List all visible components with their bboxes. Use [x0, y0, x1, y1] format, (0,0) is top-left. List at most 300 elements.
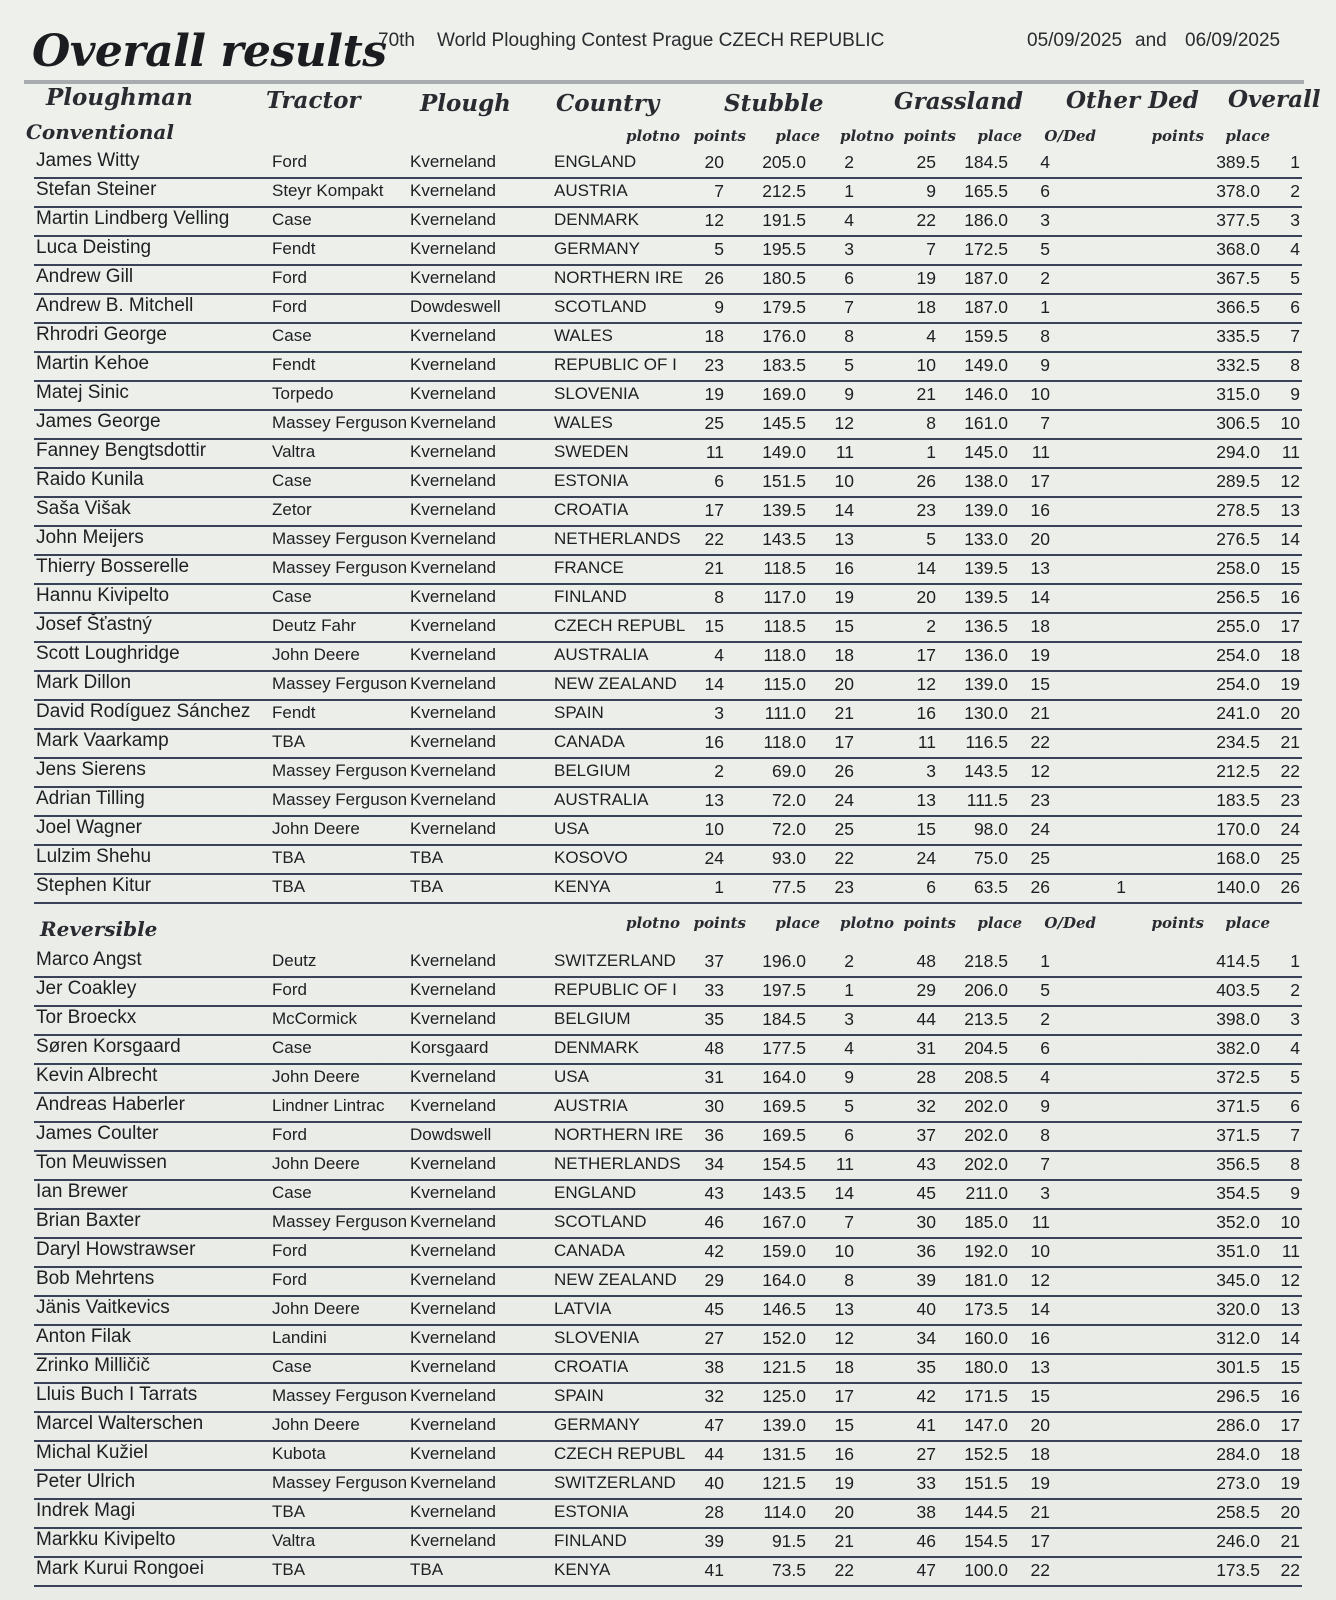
stubble-plotno: 34	[704, 1154, 724, 1174]
overall-place: 8	[1290, 355, 1300, 375]
stubble-place: 8	[844, 1270, 854, 1290]
ploughman-name: Joel Wagner	[36, 817, 142, 838]
plough: Kverneland	[410, 587, 497, 606]
country: AUSTRIA	[554, 181, 628, 200]
stubble-place: 14	[834, 1183, 854, 1203]
overall-place: 6	[1290, 1096, 1300, 1116]
table-row	[34, 1121, 1302, 1152]
ploughman-name: Andrew Gill	[36, 266, 134, 287]
grassland-points: 136.5	[964, 616, 1008, 636]
grassland-points: 151.5	[964, 1473, 1008, 1493]
overall-place: 19	[1280, 674, 1300, 694]
grassland-points: 116.5	[965, 732, 1008, 752]
tractor: Case	[272, 471, 312, 490]
stubble-plotno-label: plotno	[625, 127, 680, 145]
table-row	[34, 293, 1302, 324]
stubble-points: 118.5	[763, 558, 806, 578]
tractor: Ford	[272, 152, 307, 171]
tractor: Case	[272, 1183, 312, 1202]
stubble-place-label: place	[775, 914, 820, 932]
ploughman-name: Ton Meuwissen	[36, 1152, 167, 1173]
grassland-points: 154.5	[964, 1531, 1008, 1551]
grassland-plotno: 29	[916, 980, 936, 1000]
overall-points: 312.0	[1216, 1328, 1260, 1348]
grassland-points-label: points	[903, 127, 956, 145]
grassland-place: 15	[1030, 1386, 1050, 1406]
grassland-points: 139.0	[964, 500, 1008, 520]
plough: Kverneland	[410, 1212, 497, 1231]
grassland-place: 11	[1031, 442, 1050, 462]
tractor: Steyr Kompakt	[272, 181, 384, 200]
ploughman-name: Matej Sinic	[36, 382, 129, 403]
stubble-plotno-label: plotno	[625, 914, 680, 932]
stubble-plotno: 4	[714, 645, 724, 665]
stubble-points: 121.5	[762, 1357, 806, 1377]
col-header-grassland: Grassland	[894, 88, 1024, 115]
plough: Kverneland	[410, 616, 497, 635]
overall-points: 212.5	[1216, 761, 1260, 781]
stubble-place: 7	[844, 1212, 854, 1232]
overall-points: 258.0	[1216, 558, 1260, 578]
overall-place: 1	[1290, 951, 1300, 971]
stubble-plotno: 20	[704, 152, 724, 172]
table-row	[34, 1034, 1302, 1065]
grassland-points: 139.0	[964, 674, 1008, 694]
overall-place: 5	[1290, 268, 1300, 288]
country: CROATIA	[554, 500, 629, 519]
grassland-place: 12	[1030, 1270, 1050, 1290]
overall-place: 17	[1280, 1415, 1300, 1435]
country: FINLAND	[554, 587, 627, 606]
overall-points: 286.0	[1216, 1415, 1260, 1435]
stubble-points: 149.0	[762, 442, 806, 462]
tractor: Valtra	[272, 1531, 316, 1550]
grassland-place: 12	[1030, 761, 1050, 781]
country: CROATIA	[554, 1357, 629, 1376]
tractor: TBA	[272, 1560, 306, 1579]
overall-place: 20	[1280, 1502, 1300, 1522]
tractor: Massey Ferguson	[272, 790, 408, 809]
country: NORTHERN IRE	[554, 1125, 684, 1144]
ploughman-name: Lluis Buch I Tarrats	[36, 1384, 198, 1405]
table-row	[34, 1469, 1302, 1500]
overall-points: 414.5	[1216, 951, 1260, 971]
table-row	[34, 525, 1302, 556]
overall-points: 356.5	[1216, 1154, 1260, 1174]
country: SCOTLAND	[554, 297, 647, 316]
country: SWITZERLAND	[554, 951, 676, 970]
stubble-plotno: 44	[704, 1444, 724, 1464]
tractor: Case	[272, 326, 312, 345]
grassland-points: 152.5	[964, 1444, 1008, 1464]
overall-place-label: place	[1225, 914, 1270, 932]
stubble-points: 72.0	[771, 819, 806, 839]
grassland-place: 20	[1030, 1415, 1050, 1435]
tractor: Zetor	[272, 500, 312, 519]
overall-place: 3	[1290, 1009, 1300, 1029]
stubble-place: 19	[834, 587, 854, 607]
grassland-place: 4	[1040, 1067, 1050, 1087]
ploughman-name: John Meijers	[36, 527, 144, 548]
country: SCOTLAND	[554, 1212, 647, 1231]
ploughman-name: Saša Višak	[36, 498, 131, 519]
stubble-place: 9	[844, 1067, 854, 1087]
plough: Kverneland	[410, 442, 497, 461]
overall-place: 23	[1280, 790, 1300, 810]
country: LATVIA	[554, 1299, 612, 1318]
tractor: TBA	[272, 877, 306, 896]
country: BELGIUM	[554, 1009, 631, 1028]
overall-points: 255.0	[1216, 616, 1260, 636]
tractor: Massey Ferguson	[272, 413, 408, 432]
ploughman-name: Andreas Haberler	[36, 1094, 185, 1115]
table-row	[34, 235, 1302, 266]
stubble-place: 20	[834, 1502, 854, 1522]
overall-place: 8	[1290, 1154, 1300, 1174]
plough: Kverneland	[410, 152, 497, 171]
grassland-plotno: 40	[916, 1299, 936, 1319]
tractor: Torpedo	[272, 384, 334, 403]
stubble-place: 16	[834, 1444, 854, 1464]
overall-place: 1	[1290, 152, 1300, 172]
grassland-plotno: 13	[916, 790, 936, 810]
table-row	[34, 1266, 1302, 1297]
overall-points: 278.5	[1216, 500, 1260, 520]
stubble-place: 13	[834, 529, 854, 549]
grassland-points: 139.5	[964, 558, 1008, 578]
stubble-place: 12	[834, 413, 854, 433]
plough: Kverneland	[410, 1067, 497, 1086]
table-row	[34, 1382, 1302, 1413]
grassland-points: 138.0	[964, 471, 1008, 491]
table-row	[34, 206, 1302, 237]
grassland-place: 10	[1030, 1241, 1050, 1261]
stubble-place: 18	[834, 1357, 854, 1377]
title-divider	[24, 80, 1304, 84]
stubble-plotno: 8	[714, 587, 724, 607]
country: USA	[554, 1067, 589, 1086]
overall-points: 389.5	[1216, 152, 1260, 172]
plough: TBA	[410, 848, 444, 867]
grassland-points: 160.0	[964, 1328, 1008, 1348]
stubble-place: 5	[844, 355, 854, 375]
stubble-points: 176.0	[762, 326, 806, 346]
overall-place: 3	[1290, 210, 1300, 230]
grassland-points: 218.5	[964, 951, 1008, 971]
tractor: Massey Ferguson	[272, 558, 408, 577]
grassland-plotno: 3	[926, 761, 936, 781]
tractor: Massey Ferguson	[272, 1386, 408, 1405]
grassland-points-label: points	[903, 914, 956, 932]
overall-points: 301.5	[1216, 1357, 1260, 1377]
tractor: TBA	[272, 732, 306, 751]
stubble-points: 183.5	[762, 355, 806, 375]
stubble-points: 77.5	[771, 877, 806, 897]
ploughman-name: Brian Baxter	[36, 1210, 141, 1231]
plough: Dowdswell	[410, 1125, 492, 1144]
stubble-plotno: 5	[714, 239, 724, 259]
ploughman-name: Josef Šťastný	[36, 614, 152, 635]
tractor: Massey Ferguson	[272, 529, 408, 548]
ploughman-name: Mark Vaarkamp	[36, 730, 169, 751]
stubble-place: 11	[835, 1154, 854, 1174]
overall-points: 332.5	[1216, 355, 1260, 375]
table-row	[34, 1527, 1302, 1558]
overall-points: 371.5	[1216, 1125, 1260, 1145]
ploughman-name: Ian Brewer	[36, 1181, 128, 1202]
grassland-plotno: 41	[916, 1415, 936, 1435]
overall-points: 296.5	[1216, 1386, 1260, 1406]
stubble-points: 167.0	[762, 1212, 806, 1232]
stubble-place: 15	[834, 616, 854, 636]
tractor: Ford	[272, 980, 307, 999]
grassland-points: 136.0	[964, 645, 1008, 665]
tractor: John Deere	[272, 819, 360, 838]
grassland-plotno: 11	[917, 732, 936, 752]
stubble-plotno: 1	[714, 877, 724, 897]
grassland-plotno: 43	[916, 1154, 936, 1174]
tractor: TBA	[272, 848, 306, 867]
stubble-plotno: 48	[704, 1038, 724, 1058]
stubble-points: 114.0	[763, 1502, 806, 1522]
grassland-plotno: 26	[916, 471, 936, 491]
table-row	[34, 844, 1302, 875]
stubble-points: 169.5	[762, 1096, 806, 1116]
plough: Kverneland	[410, 1444, 497, 1463]
stubble-points: 111.0	[764, 703, 806, 723]
plough: Kverneland	[410, 558, 497, 577]
overall-place: 2	[1290, 181, 1300, 201]
plough: Kverneland	[410, 819, 497, 838]
grassland-points: 192.0	[964, 1241, 1008, 1261]
overall-place: 14	[1280, 1328, 1300, 1348]
grassland-points: 180.0	[964, 1357, 1008, 1377]
grassland-place-label: place	[977, 914, 1022, 932]
country: WALES	[554, 326, 613, 345]
grassland-place: 15	[1030, 674, 1050, 694]
ploughman-name: Jens Sierens	[36, 759, 146, 780]
table-row	[34, 1295, 1302, 1326]
ploughman-name: Thierry Bosserelle	[36, 556, 190, 577]
ploughman-name: Stefan Steiner	[36, 179, 157, 200]
tractor: Deutz Fahr	[272, 616, 357, 635]
grassland-place: 13	[1030, 558, 1050, 578]
overall-points: 368.0	[1216, 239, 1260, 259]
overall-place: 9	[1290, 1183, 1300, 1203]
grassland-place: 8	[1040, 1125, 1050, 1145]
overall-points: 345.0	[1216, 1270, 1260, 1290]
country: FINLAND	[554, 1531, 627, 1550]
overall-place: 11	[1281, 442, 1300, 462]
grassland-place: 24	[1030, 819, 1050, 839]
tractor: Deutz	[272, 951, 317, 970]
grassland-place: 26	[1030, 877, 1050, 897]
overall-points: 170.0	[1216, 819, 1260, 839]
overall-place: 7	[1290, 326, 1300, 346]
grassland-points: 208.5	[964, 1067, 1008, 1087]
grassland-plotno: 33	[916, 1473, 936, 1493]
country: WALES	[554, 413, 613, 432]
overall-points: 315.0	[1216, 384, 1260, 404]
grassland-place: 9	[1040, 355, 1050, 375]
stubble-plotno: 24	[704, 848, 724, 868]
overall-place: 10	[1280, 413, 1300, 433]
stubble-place: 16	[834, 558, 854, 578]
ploughman-name: Daryl Howstrawser	[36, 1239, 196, 1260]
tractor: Case	[272, 1357, 312, 1376]
grassland-place: 19	[1030, 645, 1050, 665]
grassland-plotno: 38	[916, 1502, 936, 1522]
stubble-place: 3	[844, 239, 854, 259]
country: ESTONIA	[554, 471, 629, 490]
grassland-place: 13	[1030, 1357, 1050, 1377]
country: CANADA	[554, 732, 625, 751]
tractor: Case	[272, 587, 312, 606]
stubble-place: 23	[834, 877, 854, 897]
table-row	[34, 947, 1302, 978]
grassland-points: 206.0	[964, 980, 1008, 1000]
plough: Kverneland	[410, 790, 497, 809]
grassland-place: 22	[1030, 732, 1050, 752]
plough: Kverneland	[410, 1299, 497, 1318]
tractor: McCormick	[272, 1009, 357, 1028]
stubble-place: 1	[844, 181, 854, 201]
stubble-place: 5	[844, 1096, 854, 1116]
grassland-place: 6	[1040, 1038, 1050, 1058]
country: SPAIN	[554, 703, 604, 722]
overall-place: 26	[1280, 877, 1300, 897]
stubble-plotno: 16	[704, 732, 724, 752]
plough: TBA	[410, 1560, 444, 1579]
plough: Kverneland	[410, 1502, 497, 1521]
grassland-points: 186.0	[964, 210, 1008, 230]
col-header-plough: Plough	[420, 90, 511, 117]
grassland-plotno: 20	[916, 587, 936, 607]
plough: Kverneland	[410, 951, 497, 970]
stubble-points: 91.5	[771, 1531, 806, 1551]
stubble-place: 1	[844, 980, 854, 1000]
grassland-plotno: 34	[916, 1328, 936, 1348]
ploughman-name: Fanney Bengtsdottir	[36, 440, 207, 461]
overall-place: 17	[1280, 616, 1300, 636]
stubble-place: 4	[844, 210, 854, 230]
stubble-points: 154.5	[762, 1154, 806, 1174]
stubble-plotno: 13	[704, 790, 724, 810]
overall-points-label: points	[1151, 914, 1204, 932]
overall-place: 16	[1280, 1386, 1300, 1406]
table-row	[34, 1063, 1302, 1094]
grassland-points: 213.5	[964, 1009, 1008, 1029]
grassland-plotno: 8	[926, 413, 936, 433]
stubble-place: 17	[834, 732, 854, 752]
tractor: Ford	[272, 268, 307, 287]
stubble-place: 8	[844, 326, 854, 346]
grassland-place: 3	[1040, 1183, 1050, 1203]
grassland-points: 149.0	[964, 355, 1008, 375]
country: FRANCE	[554, 558, 624, 577]
ploughman-name: Marcel Walterschen	[36, 1413, 204, 1434]
other-ded-label: O/Ded	[1044, 127, 1096, 145]
tractor: Lindner Lintrac	[272, 1096, 385, 1115]
tractor: Massey Ferguson	[272, 761, 408, 780]
overall-points: 306.5	[1216, 413, 1260, 433]
overall-place: 24	[1280, 819, 1300, 839]
stubble-plotno: 15	[704, 616, 724, 636]
grassland-place: 14	[1030, 1299, 1050, 1319]
stubble-points: 212.5	[762, 181, 806, 201]
overall-points: 241.0	[1216, 703, 1260, 723]
stubble-plotno: 45	[704, 1299, 724, 1319]
stubble-place: 2	[844, 152, 854, 172]
ploughman-name: Tor Broeckx	[36, 1007, 137, 1028]
overall-place: 9	[1290, 384, 1300, 404]
ploughman-name: Marco Angst	[36, 949, 142, 970]
table-row	[34, 438, 1302, 469]
event-name: World Ploughing Contest Prague CZECH REPUBLIC	[437, 30, 885, 51]
grassland-points: 159.5	[964, 326, 1008, 346]
country: SWITZERLAND	[554, 1473, 676, 1492]
stubble-plotno: 26	[704, 268, 724, 288]
grassland-points: 75.0	[973, 848, 1008, 868]
grassland-points: 161.0	[964, 413, 1008, 433]
grassland-points: 204.5	[964, 1038, 1008, 1058]
overall-place: 21	[1280, 732, 1300, 752]
stubble-points: 195.5	[762, 239, 806, 259]
stubble-plotno: 33	[704, 980, 724, 1000]
stubble-plotno: 17	[704, 500, 724, 520]
overall-points: 168.0	[1216, 848, 1260, 868]
stubble-plotno: 10	[704, 819, 724, 839]
overall-place: 15	[1280, 1357, 1300, 1377]
overall-points: 294.0	[1216, 442, 1260, 462]
stubble-place: 6	[844, 1125, 854, 1145]
grassland-place: 5	[1040, 980, 1050, 1000]
grassland-plotno: 15	[916, 819, 936, 839]
grassland-place: 5	[1040, 239, 1050, 259]
plough: Kverneland	[410, 703, 497, 722]
tractor: Massey Ferguson	[272, 1473, 408, 1492]
country: ESTONIA	[554, 1502, 629, 1521]
section-title: Reversible	[40, 917, 158, 941]
stubble-plotno: 3	[714, 703, 724, 723]
plough: Kverneland	[410, 1270, 497, 1289]
stubble-plotno: 23	[704, 355, 724, 375]
table-row	[34, 496, 1302, 527]
plough: Kverneland	[410, 500, 497, 519]
stubble-place: 11	[835, 442, 854, 462]
grassland-plotno: 27	[916, 1444, 936, 1464]
grassland-points: 202.0	[964, 1096, 1008, 1116]
ploughman-name: Mark Kurui Rongoei	[36, 1558, 204, 1579]
plough: Kverneland	[410, 1096, 497, 1115]
plough: Korsgaard	[410, 1038, 489, 1057]
overall-points: 140.0	[1216, 877, 1260, 897]
plough: Kverneland	[410, 761, 497, 780]
stubble-points: 169.0	[762, 384, 806, 404]
grassland-points: 98.0	[973, 819, 1008, 839]
page-title: Overall results	[32, 26, 387, 77]
plough: Kverneland	[410, 674, 497, 693]
overall-place: 13	[1280, 1299, 1300, 1319]
table-row	[34, 976, 1302, 1007]
overall-points: 234.5	[1216, 732, 1260, 752]
overall-points: 382.0	[1216, 1038, 1260, 1058]
tractor: Kubota	[272, 1444, 326, 1463]
grassland-place: 18	[1030, 616, 1050, 636]
overall-place-label: place	[1225, 127, 1270, 145]
overall-place: 2	[1290, 980, 1300, 1000]
table-row	[34, 380, 1302, 411]
